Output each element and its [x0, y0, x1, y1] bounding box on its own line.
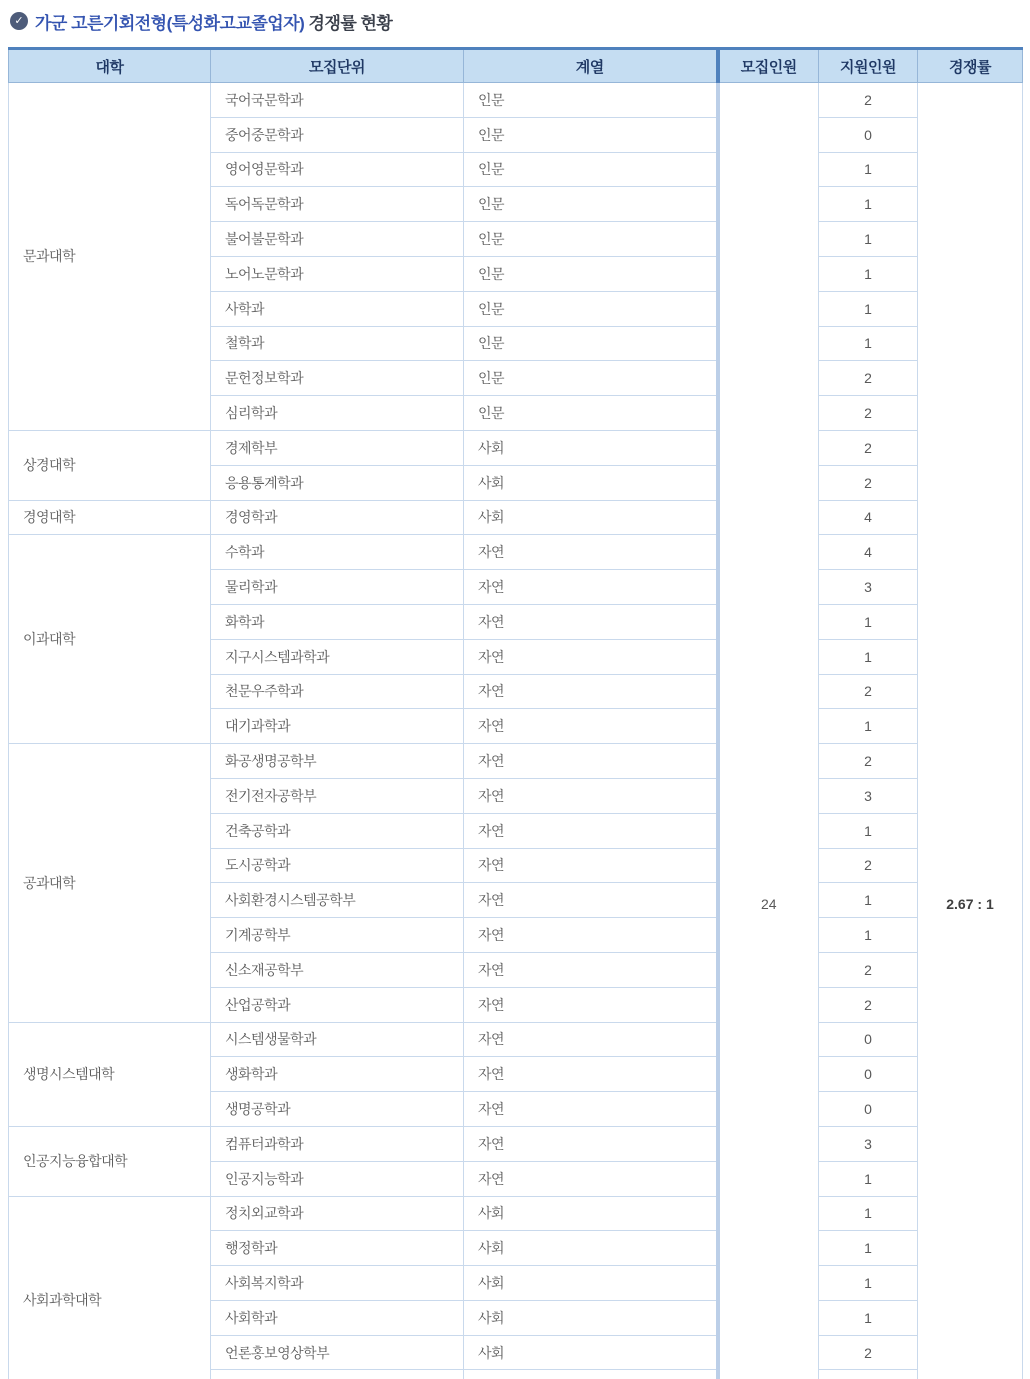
applicants-cell: 4 [819, 535, 918, 570]
applicants-cell: 2 [819, 744, 918, 779]
applicants-cell: 1 [819, 1300, 918, 1335]
table-row [9, 1126, 1023, 1161]
unit-cell: 문헌정보학과 [211, 361, 464, 396]
applicants-cell: 1 [819, 918, 918, 953]
college-cell: 공과대학 [9, 744, 211, 1022]
field-cell: 자연 [464, 987, 718, 1022]
field-cell: 인문 [464, 291, 718, 326]
field-cell: 자연 [464, 883, 718, 918]
unit-cell: 심리학과 [211, 396, 464, 431]
col-header-field: 계열 [464, 49, 718, 83]
unit-cell: 건축공학과 [211, 813, 464, 848]
unit-cell: 정치외교학과 [211, 1196, 464, 1231]
field-cell: 자연 [464, 1161, 718, 1196]
unit-cell: 시스템생물학과 [211, 1022, 464, 1057]
unit-cell: 인공지능학과 [211, 1161, 464, 1196]
page-title-rest: 경쟁률 현황 [304, 13, 393, 33]
field-cell: 사회 [464, 1196, 718, 1231]
college-cell: 상경대학 [9, 430, 211, 500]
check-circle-icon: ✓ [10, 12, 28, 30]
field-cell: 자연 [464, 1057, 718, 1092]
table-body [9, 83, 1023, 1379]
unit-cell: 화공생명공학부 [211, 744, 464, 779]
field-cell: 사회 [464, 465, 718, 500]
unit-cell: 생명공학과 [211, 1092, 464, 1127]
applicants-cell: 1 [819, 709, 918, 744]
unit-cell: 사학과 [211, 291, 464, 326]
unit-cell: 중어중문학과 [211, 117, 464, 152]
field-cell: 사회 [464, 430, 718, 465]
field-cell: 사회 [464, 1231, 718, 1266]
applicants-cell: 0 [819, 1057, 918, 1092]
field-cell: 자연 [464, 674, 718, 709]
col-header-ratio: 경쟁률 [918, 49, 1023, 83]
applicants-cell: 1 [819, 291, 918, 326]
unit-cell: 기계공학부 [211, 918, 464, 953]
ratio-cell [918, 83, 1023, 1379]
applicants-cell: 2 [819, 952, 918, 987]
competition-ratio-value: 2.67 : 1 [946, 896, 994, 912]
applicants-cell: 1 [819, 639, 918, 674]
section-title [10, 8, 392, 34]
applicants-cell: 1 [819, 813, 918, 848]
college-cell: 생명시스템대학 [9, 1022, 211, 1126]
field-cell: 인문 [464, 222, 718, 257]
college-cell: 인공지능융합대학 [9, 1126, 211, 1196]
unit-cell: 경제학부 [211, 430, 464, 465]
applicants-cell: 1 [819, 1231, 918, 1266]
field-cell: 자연 [464, 604, 718, 639]
applicants-cell: 0 [819, 117, 918, 152]
applicants-cell: 1 [819, 1161, 918, 1196]
applicants-cell: 2 [819, 430, 918, 465]
field-cell: 자연 [464, 918, 718, 953]
page-title-highlight: 가군 고른기회전형(특성화고교졸업자) [35, 13, 305, 33]
applicants-cell: 2 [819, 674, 918, 709]
table-row [9, 535, 1023, 570]
applicants-cell: 1 [819, 326, 918, 361]
unit-cell: 독어독문학과 [211, 187, 464, 222]
table-row [9, 83, 1023, 118]
field-cell: 자연 [464, 535, 718, 570]
field-cell: 인문 [464, 83, 718, 118]
applicants-cell: 1 [819, 256, 918, 291]
unit-cell: 수학과 [211, 535, 464, 570]
field-cell: 사회 [464, 1300, 718, 1335]
unit-cell: 불어불문학과 [211, 222, 464, 257]
unit-cell: 경영학과 [211, 500, 464, 535]
unit-cell: 대기과학과 [211, 709, 464, 744]
unit-cell: 철학과 [211, 326, 464, 361]
field-cell: 인문 [464, 117, 718, 152]
unit-cell: 영어영문학과 [211, 152, 464, 187]
field-cell: 자연 [464, 639, 718, 674]
applicants-cell: 4 [819, 500, 918, 535]
field-cell: 인문 [464, 326, 718, 361]
unit-cell: 언론홍보영상학부 [211, 1335, 464, 1370]
applicants-cell: 2 [819, 361, 918, 396]
table-row [9, 744, 1023, 779]
unit-cell: 도시공학과 [211, 848, 464, 883]
table-header [9, 49, 1023, 83]
applicants-cell: 1 [819, 604, 918, 639]
unit-cell: 사회환경시스템공학부 [211, 883, 464, 918]
table-row [9, 500, 1023, 535]
unit-cell: 산업공학과 [211, 987, 464, 1022]
applicants-cell: 0 [819, 1022, 918, 1057]
applicants-cell: 2 [819, 987, 918, 1022]
col-header-college: 대학 [9, 49, 211, 83]
unit-cell: 행정학과 [211, 1231, 464, 1266]
field-cell: 자연 [464, 1092, 718, 1127]
field-cell: 자연 [464, 813, 718, 848]
field-cell: 자연 [464, 1126, 718, 1161]
field-cell: 인문 [464, 256, 718, 291]
page-title [35, 9, 392, 34]
unit-cell: 지구시스템과학과 [211, 639, 464, 674]
applicants-cell: 1 [819, 1196, 918, 1231]
college-cell: 경영대학 [9, 500, 211, 535]
unit-cell: 천문우주학과 [211, 674, 464, 709]
field-cell: 자연 [464, 709, 718, 744]
unit-cell: 국어국문학과 [211, 83, 464, 118]
applicants-cell: 0 [819, 1092, 918, 1127]
recruit-total-value: 24 [760, 896, 777, 912]
unit-cell: 사회복지학과 [211, 1266, 464, 1301]
unit-cell: 화학과 [211, 604, 464, 639]
applicants-cell: 1 [819, 222, 918, 257]
table-row [9, 430, 1023, 465]
applicants-cell: 2 [819, 396, 918, 431]
unit-cell: 사회학과 [211, 1300, 464, 1335]
applicants-cell: 2 [819, 1335, 918, 1370]
unit-cell: 컴퓨터과학과 [211, 1126, 464, 1161]
applicants-cell: 2 [819, 848, 918, 883]
college-cell: 사회과학대학 [9, 1196, 211, 1379]
unit-cell: 전기전자공학부 [211, 778, 464, 813]
table-row [9, 1196, 1023, 1231]
header-row [9, 49, 1023, 83]
college-cell: 이과대학 [9, 535, 211, 744]
field-cell: 인문 [464, 152, 718, 187]
field-cell: 사회 [464, 500, 718, 535]
applicants-cell: 3 [819, 570, 918, 605]
unit-cell: 노어노문학과 [211, 256, 464, 291]
applicants-cell: 2 [819, 465, 918, 500]
applicants-cell: 1 [819, 883, 918, 918]
field-cell: 인문 [464, 396, 718, 431]
applicants-cell: 1 [819, 187, 918, 222]
field-cell: 자연 [464, 778, 718, 813]
recruit-total-cell [718, 83, 819, 1379]
field-cell: 자연 [464, 848, 718, 883]
table-row [9, 1022, 1023, 1057]
unit-cell: 신소재공학부 [211, 952, 464, 987]
field-cell: 사회 [464, 1266, 718, 1301]
col-header-unit: 모집단위 [211, 49, 464, 83]
unit-cell [211, 1370, 464, 1379]
applicants-cell: 1 [819, 152, 918, 187]
field-cell: 자연 [464, 570, 718, 605]
college-cell: 문과대학 [9, 83, 211, 431]
col-header-applicants: 지원인원 [819, 49, 918, 83]
unit-cell: 응용통계학과 [211, 465, 464, 500]
applicants-cell [819, 1370, 918, 1379]
applicants-cell: 1 [819, 1266, 918, 1301]
field-cell: 인문 [464, 361, 718, 396]
field-cell: 자연 [464, 952, 718, 987]
field-cell: 자연 [464, 744, 718, 779]
unit-cell: 물리학과 [211, 570, 464, 605]
applicants-cell: 3 [819, 1126, 918, 1161]
field-cell: 자연 [464, 1022, 718, 1057]
applicants-cell: 3 [819, 778, 918, 813]
unit-cell: 생화학과 [211, 1057, 464, 1092]
col-header-recruit: 모집인원 [718, 49, 819, 83]
field-cell: 사회 [464, 1335, 718, 1370]
field-cell: 인문 [464, 187, 718, 222]
field-cell [464, 1370, 718, 1379]
applicants-cell: 2 [819, 83, 918, 118]
competition-table [8, 47, 1023, 1379]
